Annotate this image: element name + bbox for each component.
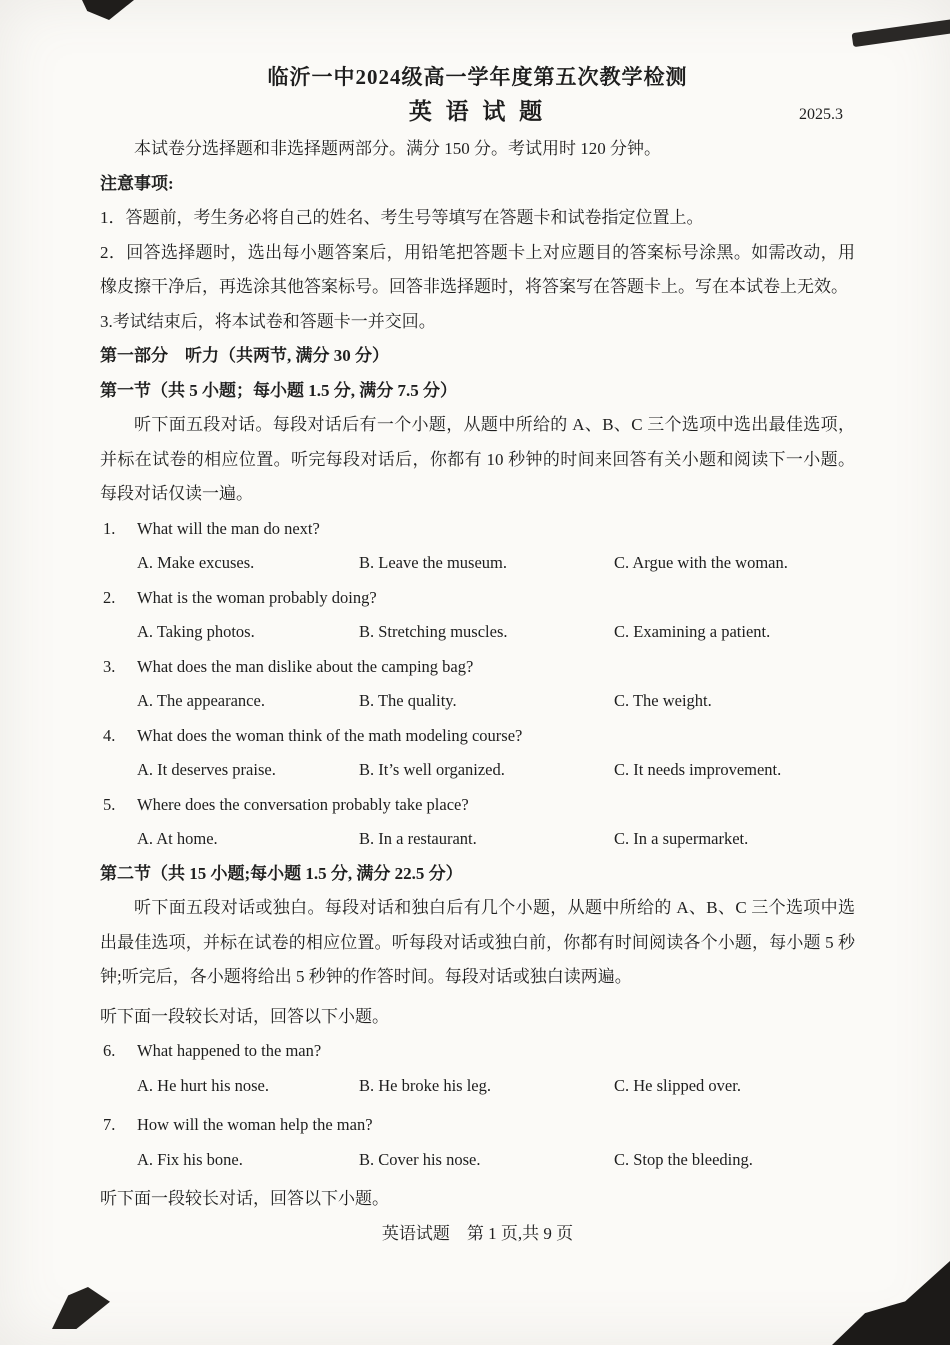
exam-date: 2025.3 — [799, 105, 843, 123]
question-number: 5. — [103, 794, 116, 814]
option-b: B. Cover his nose. — [359, 1149, 481, 1169]
option-c: C. In a supermarket. — [614, 829, 749, 848]
option-c: C. Examining a patient. — [614, 622, 771, 641]
note-item-1: 1．答题前，考生务必将自己的姓名、考生号等填写在答题卡和试卷指定位置上。 — [100, 208, 704, 227]
question-options — [100, 753, 855, 788]
question-5 — [100, 788, 855, 857]
option-a: A. Fix his bone. — [137, 1149, 243, 1169]
question-4 — [100, 719, 855, 788]
question-number: 6. — [103, 1041, 116, 1060]
question-stem: What does the woman think of the math modeling course? — [137, 725, 523, 745]
option-a: A. The appearance. — [137, 691, 265, 710]
question-number: 7. — [103, 1115, 116, 1134]
scan-artifact-bottom-right — [832, 1261, 950, 1345]
question-stem: What happened to the man? — [137, 1041, 322, 1060]
part1-heading: 第一部分 听力（共两节, 满分 30 分） — [100, 346, 389, 365]
question-options — [100, 684, 855, 719]
exam-subject-title: 英 语 试 题 — [408, 98, 547, 124]
question-text — [100, 719, 855, 754]
option-b: B. Leave the museum. — [359, 553, 508, 572]
question-stem: Where does the conversation probably take place? — [137, 794, 469, 814]
question-text — [100, 1034, 855, 1069]
option-c: C. The weight. — [614, 691, 712, 710]
notes-label: 注意事项: — [100, 173, 174, 193]
option-a: A. Make excuses. — [137, 553, 255, 572]
section1-heading: 第一节（共 5 小题；每小题 1.5 分, 满分 7.5 分） — [100, 380, 457, 400]
question-text — [100, 650, 855, 685]
question-options — [100, 615, 855, 650]
question-number: 3. — [103, 656, 116, 676]
option-b: B. The quality. — [359, 691, 457, 710]
question-stem: What does the man dislike about the camping bag? — [137, 656, 474, 676]
option-a: A. Taking photos. — [137, 622, 255, 641]
page-title: 临沂一中2024级高一学年度第五次教学检测 — [267, 65, 688, 89]
dialog-prompt-1: 听下面一段较长对话，回答以下小题。 — [100, 1006, 389, 1026]
question-options — [100, 1143, 855, 1178]
question-options — [100, 1069, 855, 1104]
option-a: A. At home. — [137, 829, 218, 848]
option-b: B. In a restaurant. — [359, 829, 477, 848]
note-item-2: 2．回答选择题时，选出每小题答案后，用铅笔把答题卡上对应题目的答案标号涂黑。如需改动，用橡皮擦干净后，再选涂其他答案标号。回答非选择题时，将答案写在答题卡上。写在本试卷上无效。 — [100, 242, 855, 296]
question-text — [100, 581, 855, 616]
dialog-prompt-2: 听下面一段较长对话，回答以下小题。 — [100, 1189, 389, 1208]
option-c: C. Stop the bleeding. — [614, 1149, 753, 1169]
question-7 — [100, 1108, 855, 1177]
option-c: C. It needs improvement. — [614, 760, 782, 779]
scan-artifact-bottom-left — [52, 1287, 110, 1329]
intro-text: 本试卷分选择题和非选择题两部分。满分 150 分。考试用时 120 分钟。 — [134, 139, 661, 158]
option-c: C. Argue with the woman. — [614, 553, 788, 572]
question-1 — [100, 512, 855, 581]
question-stem: What will the man do next? — [137, 518, 320, 538]
question-stem: How will the woman help the man? — [137, 1115, 373, 1134]
question-stem: What is the woman probably doing? — [137, 587, 377, 607]
question-2 — [100, 581, 855, 650]
option-c: C. He slipped over. — [614, 1075, 741, 1095]
question-number: 4. — [103, 725, 116, 745]
question-options — [100, 822, 855, 857]
question-3 — [100, 650, 855, 719]
option-a: A. It deserves praise. — [137, 760, 276, 779]
option-b: B. It’s well organized. — [359, 760, 505, 779]
option-b: B. He broke his leg. — [359, 1075, 491, 1095]
question-number: 2. — [103, 587, 116, 607]
section2-heading: 第二节（共 15 小题;每小题 1.5 分, 满分 22.5 分） — [100, 863, 463, 883]
option-a: A. He hurt his nose. — [137, 1075, 269, 1095]
question-options — [100, 546, 855, 581]
question-number: 1. — [103, 518, 116, 538]
subtitle-row — [100, 95, 855, 133]
section2-instructions: 听下面五段对话或独白。每段对话和独白后有几个小题，从题中所给的 A、B、C 三个选项中选出最佳选项，并标在试卷的相应位置。听每段对话或独白前，你都有时间阅读各个小题，每小题 5 秒钟;听完后，各小题将给出 5 秒钟的作答时间。每段对话或独白读两遍。 — [100, 898, 855, 986]
section1-instructions: 听下面五段对话。每段对话后有一个小题，从题中所给的 A、B、C 三个选项中选出最佳选项，并标在试卷的相应位置。听完每段对话后，你都有 10 秒钟的时间来回答有关小题和阅读下一小题。每段对话仅读一遍。 — [100, 415, 855, 503]
page-footer: 英语试题 第 1 页,共 9 页 — [381, 1223, 574, 1243]
question-text — [100, 1108, 855, 1143]
question-6 — [100, 1034, 855, 1103]
note-item-3: 3.考试结束后，将本试卷和答题卡一并交回。 — [100, 311, 436, 331]
question-text — [100, 788, 855, 823]
question-text — [100, 512, 855, 547]
option-b: B. Stretching muscles. — [359, 622, 508, 641]
